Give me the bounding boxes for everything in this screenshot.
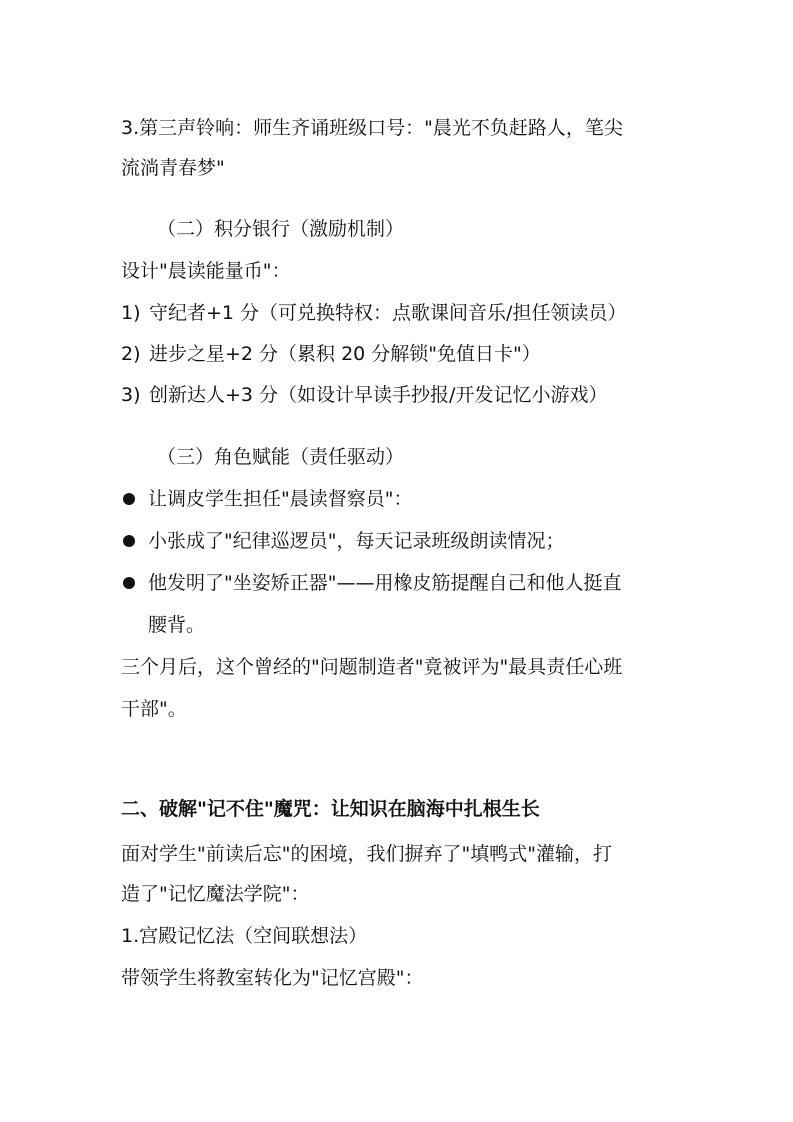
paragraph-line: 造了"记忆魔法学院"： — [121, 883, 310, 905]
list-number: 2) — [121, 343, 141, 365]
bullet-dot-icon — [123, 577, 135, 589]
paragraph-line: 设计"晨读能量币"： — [121, 260, 291, 282]
paragraph-line: 流淌青春梦" — [121, 157, 225, 179]
bullet-text: 让调皮学生担任"晨读督察员"： — [148, 488, 413, 510]
list-number: 3) — [121, 384, 141, 406]
list-item — [121, 301, 626, 325]
list-item — [121, 383, 607, 407]
list-text: 进步之星+2 分（累积 20 分解锁"免值日卡"） — [149, 343, 541, 365]
method-title: 1.宫殿记忆法（空间联想法） — [121, 925, 368, 947]
bullet-dot-icon — [123, 535, 135, 547]
paragraph-line: 3.第三声铃响：师生齐诵班级口号："晨光不负赶路人，笔尖 — [121, 117, 623, 139]
section-heading: 二、破解"记不住"魔咒：让知识在脑海中扎根生长 — [121, 798, 540, 820]
list-number: 1) — [121, 302, 141, 324]
list-text: 创新达人+3 分（如设计早读手抄报/开发记忆小游戏） — [149, 384, 608, 406]
bullet-dot-icon — [123, 493, 135, 505]
paragraph-line: 带领学生将教室转化为"记忆宫殿"： — [121, 967, 424, 989]
list-text: 守纪者+1 分（可兑换特权：点歌课间音乐/担任领读员） — [149, 302, 627, 324]
subsection-title: （二）积分银行（激励机制） — [157, 218, 405, 240]
bullet-continuation: 腰背。 — [148, 614, 206, 636]
paragraph-line: 面对学生"前读后忘"的困境，我们摒弃了"填鸭式"灌输，打 — [121, 843, 612, 865]
bullet-text: 他发明了"坐姿矫正器"——用橡皮筋提醒自己和他人挺直 — [148, 572, 622, 594]
paragraph-line: 三个月后，这个曾经的"问题制造者"竟被评为"最具责任心班 — [121, 656, 623, 678]
paragraph-line: 干部"。 — [121, 698, 187, 720]
list-item — [121, 342, 541, 366]
subsection-title: （三）角色赋能（责任驱动） — [157, 446, 405, 468]
bullet-text: 小张成了"纪律巡逻员"，每天记录班级朗读情况； — [148, 530, 565, 552]
